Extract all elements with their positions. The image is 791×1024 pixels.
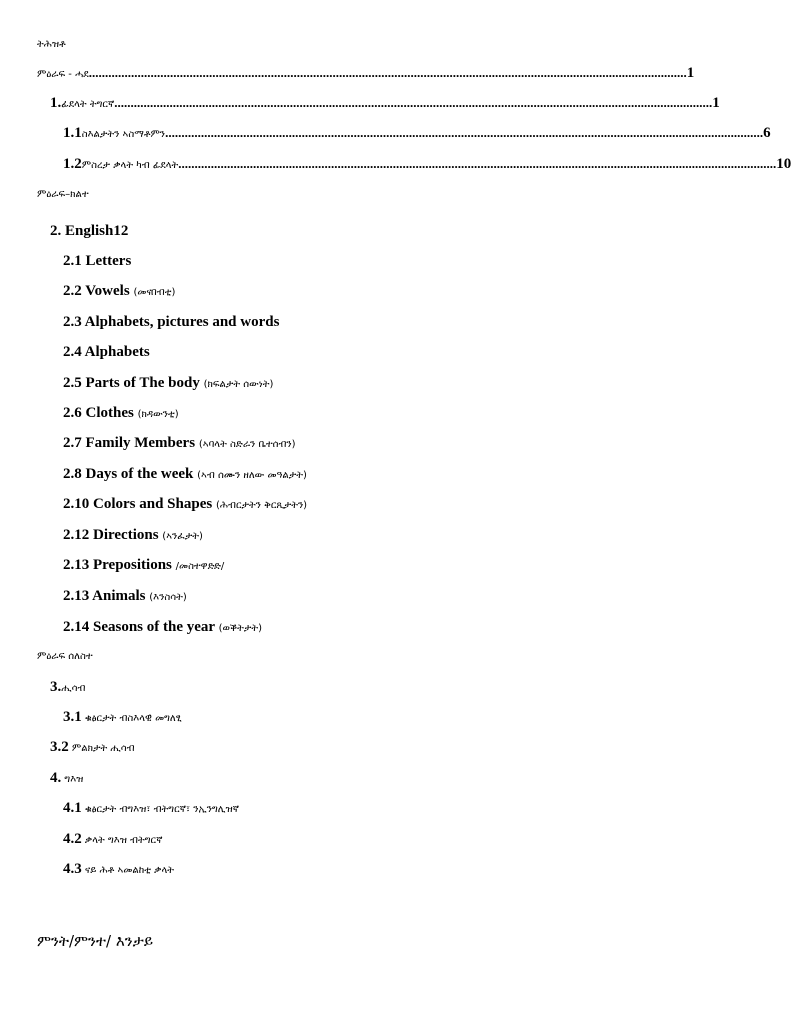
item-gloss: (እንስሳት) [149,592,187,603]
english-item [63,254,131,269]
item-label: 2.13 Animals [63,588,146,604]
toc-leader: ........................................................................................................................................................................................ [114,95,713,110]
item-label: 2.4 Alphabets [63,344,150,360]
item-num: 4.2 [63,831,82,847]
item-text: ቁፅርታት ብስእላዊ መግለፂ [81,713,182,724]
item-label: 2.1 Letters [63,253,132,269]
item-text: ናይ ሕቶ ኣመልከቲ ቃላት [81,865,175,876]
item-num: 3. [50,679,62,695]
item-text: ቃላት ግእዝ ብትግርኛ [81,835,163,846]
geez-item [50,771,83,786]
item-num: 4. [50,770,62,786]
geez-item [63,801,239,816]
item-gloss: (ኣንፈታት) [162,531,203,542]
item-num: 4.1 [63,800,82,816]
item-gloss: (ኣባላት ስድራን ቤተሰብን) [198,439,296,450]
toc-entry-1[interactable] [50,95,720,111]
chapter2-heading: ምዕራፍ–ክልተ [37,189,89,200]
item-gloss: (መናበብቲ) [133,287,176,298]
toc-entry-text: ምስረታ ቃላት ካብ ፊደላት [81,160,179,171]
item-gloss: (ሕብርታትን ቅርጺታትን) [215,500,308,511]
english-heading: 2. English12 [50,223,129,239]
item-text: ምልክታት ሒሳብ [68,743,135,754]
english-item [63,406,179,421]
item-label: 2.13 Prepositions [63,557,172,573]
item-label: 2.6 Clothes [63,405,134,421]
toc-page-number: 1 [686,65,695,81]
math-item [63,710,182,725]
item-label: 2.14 Seasons of the year [63,619,215,635]
toc-leader: ........................................................................................................................................................................................ [178,156,777,171]
english-item [63,589,187,604]
toc-page-number: 6 [763,125,771,141]
toc-page-number: 1 [712,95,720,111]
toc-entry-num: 1.2 [63,156,82,172]
item-text: ቁፅርታት ብግእዝ፣ ብትግርኛ፣ ንኢንግሊዝኛ [81,804,240,815]
item-label: 2.2 Vowels [63,283,130,299]
item-text: ሒሳብ [61,683,86,694]
item-gloss: (ወቕትታት) [218,623,262,634]
toc-entry-chapter1[interactable] [37,66,693,81]
toc-entry-text: ምዕራፍ - ሓደ [37,69,89,80]
toc-entry-num: 1.1 [63,125,82,141]
toc-entry-text: ፊደላት ትግርኛ [61,99,115,110]
toc-entry-1-1[interactable] [63,125,771,141]
item-label: 2.12 Directions [63,527,159,543]
item-gloss: (ኣብ ሰሙን ዘለው መዓልታት) [197,470,307,481]
item-label: 2.8 Days of the week [63,466,194,482]
toc-entry-text: ስእልታትን ኣስማቶምን [81,129,166,140]
toc-leader: ........................................................................................................................................................................................ [88,65,687,80]
toc-leader: ........................................................................................................................................................................................ [165,125,764,140]
item-text: ግእዝ [61,774,84,785]
toc-entry-1-2[interactable] [63,156,791,172]
chapter3-heading: ምዕራፍ ሰለስተ [37,651,93,662]
english-item [63,558,224,573]
english-item [63,436,296,451]
item-label: 2.5 Parts of The body [63,375,200,391]
math-item [50,680,85,695]
item-label: 2.7 Family Members [63,435,196,451]
english-item [63,497,307,512]
toc-title: ትሕዝቶ [37,39,66,50]
math-item [50,740,135,755]
english-item [63,345,150,360]
english-item [63,467,307,482]
item-gloss: (ክዳውንቲ) [137,409,179,420]
item-gloss: /መስተዋድድ/ [175,561,225,572]
item-label: 2.10 Colors and Shapes [63,496,213,512]
item-num: 3.1 [63,709,82,725]
item-num: 4.3 [63,861,82,877]
bottom-word: ምንት/ምንተ/ እንታይ [37,932,154,950]
english-item [63,376,273,391]
item-gloss: (ክፍልታት ሰውነት) [203,379,274,390]
english-item [63,284,175,299]
geez-item [63,832,162,847]
english-item [63,528,203,543]
english-item [63,620,262,635]
item-label: 2.3 Alphabets, pictures and words [63,314,280,330]
geez-item [63,862,174,877]
toc-entry-num: 1. [50,95,62,111]
toc-page-number: 10 [776,156,791,172]
english-item [63,315,279,330]
item-num: 3.2 [50,739,69,755]
